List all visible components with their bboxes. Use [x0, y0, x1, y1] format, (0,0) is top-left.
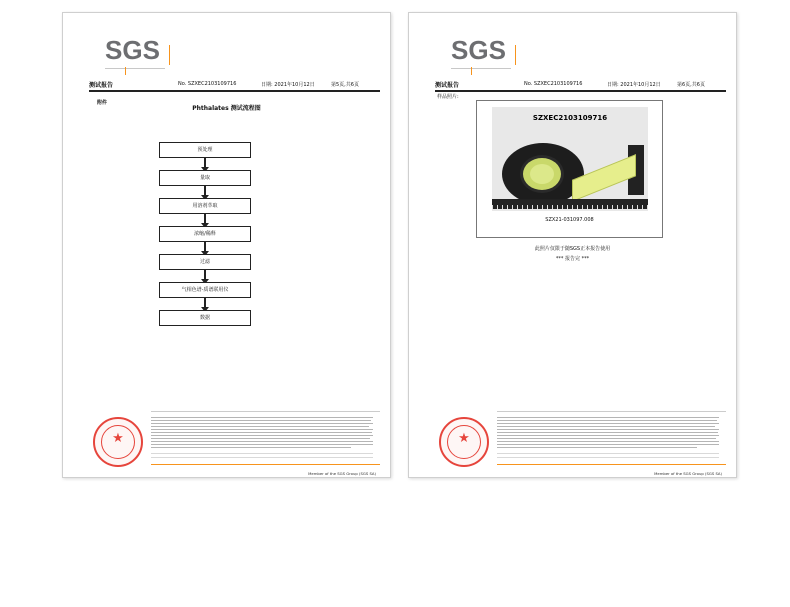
footer-rule [151, 411, 380, 412]
sample-photo-frame [476, 100, 663, 238]
sample-photo-label: 样品照片: [437, 94, 459, 100]
report-number: No. SZXEC2103109716 [178, 81, 237, 87]
report-page-5 [62, 12, 391, 478]
attachment-label: 附件 [97, 100, 108, 106]
flow-arrow [204, 270, 206, 280]
contact-rule [151, 464, 380, 465]
flow-step: 气相色谱-质谱联用仪 [159, 282, 251, 298]
flow-step: 量取 [159, 170, 251, 186]
photo-caption: SZX21-031097.008 [545, 217, 594, 223]
page-number: 第5页,共6页 [331, 82, 359, 88]
header-rule [435, 90, 726, 92]
flow-step: 过滤 [159, 254, 251, 270]
header-rule [89, 90, 380, 92]
contact-rule [497, 464, 726, 465]
flow-arrow [204, 242, 206, 252]
page-number: 第6页,共6页 [677, 82, 705, 88]
official-seal [93, 417, 143, 467]
footer-rule [497, 411, 726, 412]
sample-photo [492, 107, 648, 211]
photo-report-id: SZXEC2103109716 [532, 114, 608, 122]
report-page-6 [408, 12, 737, 478]
flow-arrow [204, 186, 206, 196]
flow-arrow [204, 214, 206, 224]
report-date: 日期: 2021年10月12日 [261, 82, 315, 88]
photo-usage-note: 此照片仅限于随SGS正本报告使用 [534, 246, 611, 252]
report-title: 测试报告 [89, 82, 114, 89]
flow-step: 用溶剂萃取 [159, 198, 251, 214]
sgs-logo: SGS [105, 33, 165, 67]
flow-step: 预处理 [159, 142, 251, 158]
flowchart-title: Phthalates 测试流程图 [192, 105, 261, 112]
report-header [435, 80, 726, 90]
official-seal [439, 417, 489, 467]
sgs-member-note: Member of the SGS Group (SGS SA) [308, 471, 376, 476]
tape-strip [572, 154, 636, 202]
flow-arrow [204, 298, 206, 308]
star-icon: ★ [458, 431, 470, 446]
flow-arrow [204, 158, 206, 168]
flow-step: 数据 [159, 310, 251, 326]
star-icon: ★ [112, 431, 124, 446]
report-title: 测试报告 [435, 82, 460, 89]
sgs-member-note: Member of the SGS Group (SGS SA) [654, 471, 722, 476]
report-number: No. SZXEC2103109716 [524, 81, 583, 87]
flow-step: 浓缩/稀释 [159, 226, 251, 242]
report-header [89, 80, 380, 90]
report-end-note: *** 报告完 *** [555, 256, 590, 262]
sgs-logo: SGS [451, 33, 511, 67]
report-date: 日期: 2021年10月12日 [607, 82, 661, 88]
